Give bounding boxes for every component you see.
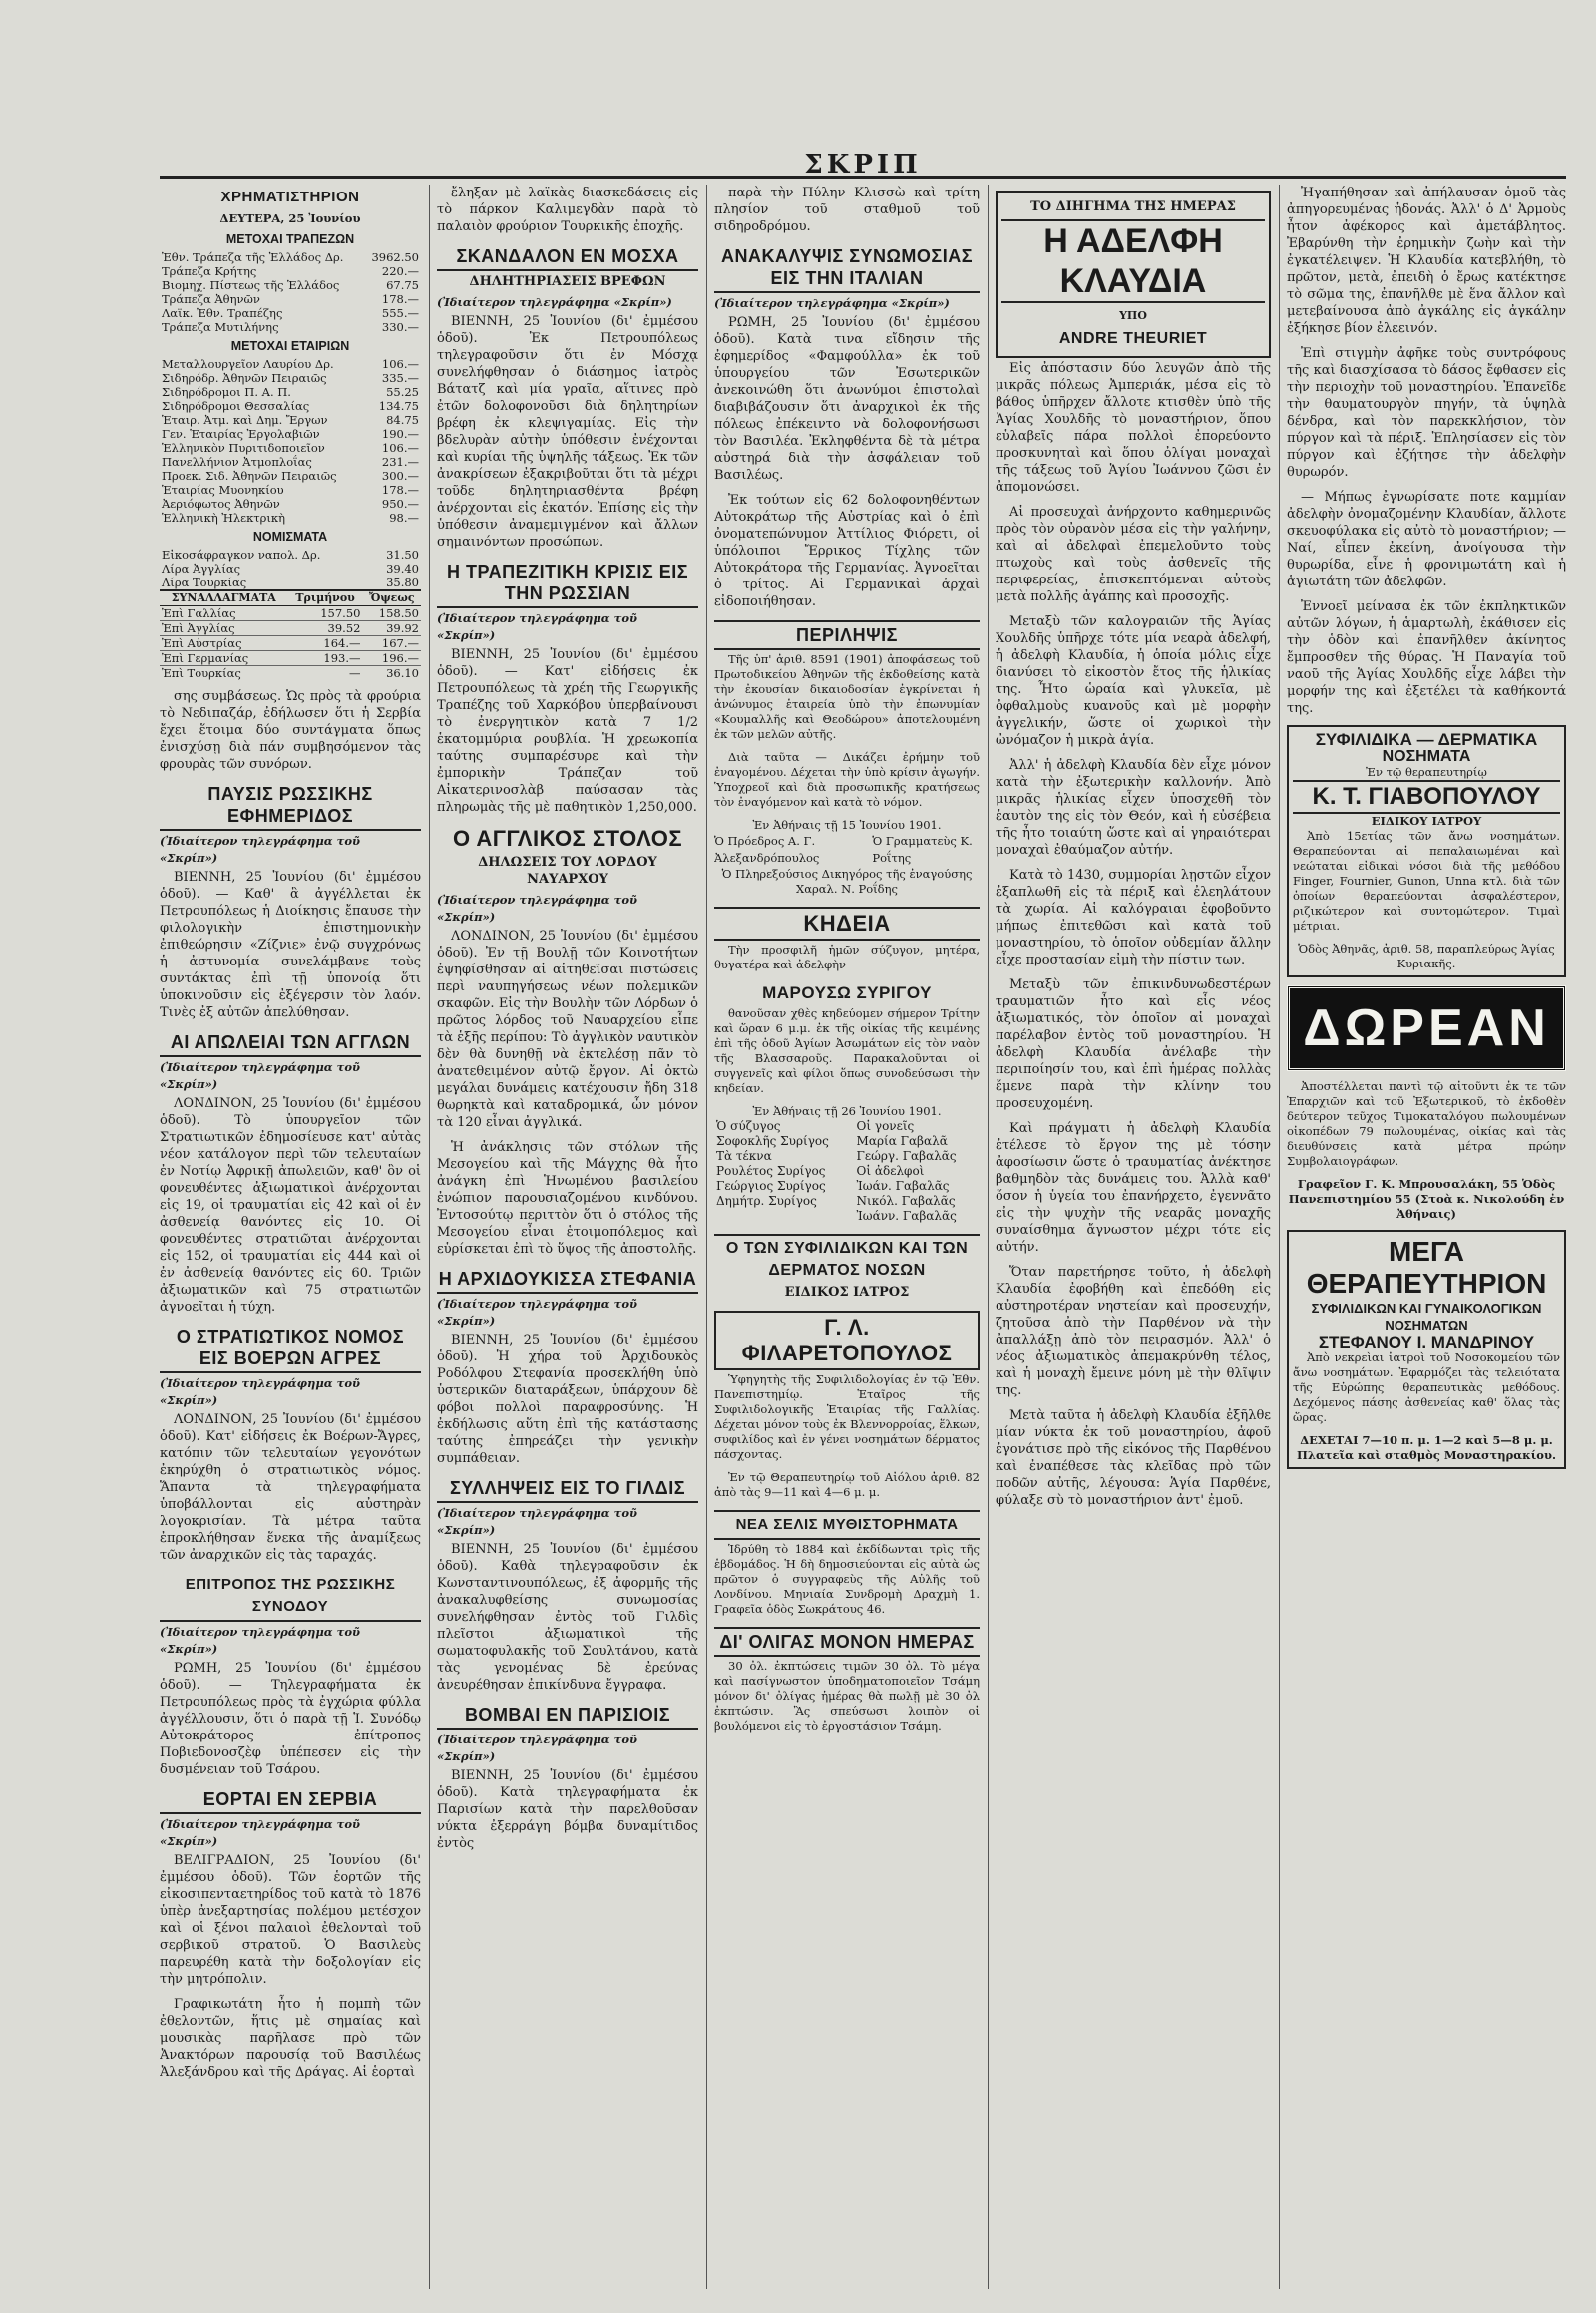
telegram-note: (Ἰδιαίτερον τηλεγράφημα τοῦ «Σκρίπ») (437, 1733, 638, 1763)
ad-text: Ἀπὸ 15ετίας τῶν ἄνω νοσημάτων. Θεραπεύονται αἱ πεπαλαιωμέναι καὶ νεώταται εἰδικαὶ νόσοι διὰ τῆς μεθόδου Finger, Fournier, Gunon, Unna κτλ. διὰ τῶν ὁποίων θεραπεύονται ἀσφαλέστερον, ριζικώτερον καὶ συντομώτερον. Τιμαὶ μέτριαι. (1293, 829, 1560, 933)
table-row: Γεώργιος Συρίγος Ἰωάν. Γαβαλᾶς (716, 1179, 950, 1193)
article-headline: ΑΙ ΑΠΩΛΕΙΑΙ ΤΩΝ ΑΓΓΛΩΝ (160, 1031, 421, 1057)
article-text: ΒΕΛΙΓΡΑΔΙΟΝ, 25 Ἰουνίου (δι' ἐμμέσου ὁδοῦ). Τῶν ἑορτῶν τῆς εἰκοσιπενταετηρίδος τοῦ κατὰ τὸ 1876 ὑπὲρ ἀνεξαρτησίας πολέμου μετέσχον καὶ οἱ ξένοι παλαιοὶ ἐθελονταὶ τοῦ σερβικοῦ στρατοῦ. Ὁ Βασιλεὺς παρευρέθη κατὰ τὴν δοξολογίαν εἰς τὴν μητρόπολιν. (160, 1853, 421, 1987)
ad-headline: ΔΙ' ΟΛΙΓΑΣ ΜΟΝΟΝ ΗΜΕΡΑΣ (714, 1627, 980, 1657)
table-row: Ἐπὶ Γαλλίας 157.50 158.50 (162, 606, 419, 620)
table-row: Ἐπὶ Τουρκίας — 36.10 (162, 666, 419, 680)
article-text: ΛΟΝΔΙΝΟΝ, 25 Ἰουνίου (δι' ἐμμέσου ὁδοῦ). Ἐν τῇ Βουλῇ τῶν Κοινοτήτων ἐψηφίσθησαν αἱ αἰτηθεῖσαι πιστώσεις περὶ ναυπηγήσεως νέων πολεμικῶν σκαφῶν. Εἰς τὴν Βουλὴν τῶν Λόρδων ὁ πρῶτος λόρδος τοῦ Ναυαρχείου εἶπε τὰ ἑξῆς περίπου: Τὸ ἀγγλικὸν ναυτικὸν δὲν θὰ δυνηθῇ νὰ ἐκτελέσῃ πᾶν τὸ ἀνατεθειμένον αὐτῷ ἔργον. Αἱ ὀκτὼ μεγάλαι δυνάμεις κατέχουσιν ἤδη 318 θωρηκτὰ καὶ καταδρομικά, ὧν μόνον τὰ 120 εἶναι ἀγγλικά. (437, 929, 698, 1130)
notice-text: Διὰ ταῦτα — Δικάζει ἐρήμην τοῦ ἐναγομένου. Δέχεται τὴν ὑπὸ κρίσιν ἀγωγήν. Ὑποχρεοῖ καὶ διὰ προσωπικῆς κρατήσεως τὸν ἐναγόμενον καὶ κατὰ τὸ νόμον. (714, 750, 980, 809)
telegram-note: (Ἰδιαίτερον τηλεγράφημα τοῦ «Σκρίπ») (160, 1060, 361, 1091)
section-heading: ΚΗΔΕΙΑ (714, 907, 980, 941)
table-row: Μεταλλουργεῖον Λαυρίου Δρ. 106.— (162, 357, 419, 371)
deceased-name: ΜΑΡΟΥΣΩ ΣΥΡΙΓΟΥ (762, 983, 932, 1002)
table-row: Ἑταιρ. Ἀτμ. καὶ Δημ. Ἔργων 84.75 (162, 413, 419, 427)
doctor-name: ΣΤΕΦΑΝΟΥ Ι. ΜΑΝΔΡΙΝΟΥ (1318, 1333, 1535, 1351)
article-subheadline: ΔΗΛΩΣΕΙΣ ΤΟΥ ΛΟΡΔΟΥ ΝΑΥΑΡΧΟΥ (478, 855, 657, 887)
section-heading: ΠΕΡΙΛΗΨΙΣ (714, 620, 980, 650)
ad-hours: ΔΕΧΕΤΑΙ 7—10 π. μ. 1—2 καὶ 5—8 μ. μ. (1300, 1433, 1553, 1447)
article-text: ΒΙΕΝΝΗ, 25 Ἰουνίου (δι' ἐμμέσου ὁδοῦ). Καθὰ τηλεγραφοῦσιν ἐκ Κωνσταντινουπόλεως, ἐξ ἀφορμῆς τῆς ἀνακαλυφθείσης συνωμοσίας συνελήφθησαν ἐντὸς τοῦ Γιλδὶς πλεῖστοι ἀξιωματικοὶ τῆς σωματοφυλακῆς τοῦ Σουλτάνου, κατὰ τὰς γενομένας δὲ ἐρεύνας ἀνευρέθησαν ἐπικίνδυνα ἔγγραφα. (437, 1542, 698, 1693)
doctor-name: Γ. Λ. ΦΙΛΑΡΕΤΟΠΟΥΛΟΣ (714, 1311, 980, 1370)
story-paragraph: Μεταξὺ τῶν ἐπικινδυνωδεστέρων τραυματιῶν ἦτο καὶ εἷς νέος ἀξιωματικός, τὸν ὁποῖον αἱ μοναχαὶ παρέλαβον ἐντὸς τοῦ μοναστηρίου. Ἡ ἀδελφὴ Κλαυδία ἀνέλαβε τὴν περιποίησίν του, καὶ ἐπὶ ἡμέρας πολλὰς ἔμενε παρὰ τὴν κλίνην του προσευχομένη. (996, 977, 1271, 1111)
table-row: Τράπεζα Μυτιλήνης 330.— (162, 320, 419, 334)
article-headline: ΒΟΜΒΑΙ ΕΝ ΠΑΡΙΣΙΟΙΣ (437, 1704, 698, 1730)
table-row: Τράπεζα Κρήτης 220.— (162, 264, 419, 278)
table-row: Ἰωάνν. Γαβαλᾶς (856, 1209, 957, 1223)
article-headline: ΕΟΡΤΑΙ ΕΝ ΣΕΡΒΙΑ (160, 1788, 421, 1814)
story-paragraph: Εἰς ἀπόστασιν δύο λευγῶν ἀπὸ τῆς μικρᾶς πόλεως Ἀμπεριάκ, μέσα εἰς τὸ βάθος ὑπῆρχεν ἄλλοτε κτισθὲν ὑπὸ τῆς Ἁγίας Χουλδῆς τὸ μοναστήριον, ὅπου εὑλαβεῖς πάρα πολλοὶ ἐπορεύοντο προσκυνηταὶ καὶ ὅπου ὀλίγαι μοναχαὶ τῆς τάξεως τοῦ Ἁγίου Ἰωάννου ζῶσι ἐν ἀπομονώσει. (996, 361, 1271, 495)
table-row: Ὁ σύζυγος Οἱ γονεῖς (716, 1119, 915, 1133)
table-row: Δημήτρ. Συρίγος Νικόλ. Γαβαλᾶς (716, 1194, 956, 1208)
advertisement-giavopoulos (1287, 725, 1566, 977)
ad-headline: ΜΕΓΑ ΘΕΡΑΠΕΥΤΗΡΙΟΝ (1306, 1236, 1547, 1299)
article-text: ΒΙΕΝΝΗ, 25 Ἰουνίου (δι' ἐμμέσου ὁδοῦ). Κατὰ τηλεγραφήματα ἐκ Παρισίων κατὰ τὴν παρελθοῦσαν νύκτα ἐξερράγη βόμβα δυναμίτιδος ἐντὸς (437, 1768, 698, 1851)
feuilleton-header (996, 191, 1271, 358)
ad-address: Ἐν τῷ Θεραπευτηρίῳ τοῦ Αἰόλου ἀριθ. 82 ἀπὸ τὰς 9—11 καὶ 4—6 μ. μ. (714, 1470, 980, 1499)
table-row: Βιομηχ. Πίστεως τῆς Ἑλλάδος 67.75 (162, 278, 419, 292)
table-row: Ἑταιρίας Μυονηκίου 178.— (162, 483, 419, 497)
article-text: ΛΟΝΔΙΝΟΝ, 25 Ἰουνίου (δι' ἐμμέσου ὁδοῦ). Κατ' εἰδήσεις ἐκ Βοέρων-Ἄγρες, κατόπιν τῶν τελευταίων γεγονότων ἐκηρύχθη ὁ στρατιωτικὸς νόμος. Ἅπαντα τὰ τηλεγραφήματα ὑποβάλλονται εἰς αὐστηρὰν λογοκρισίαν. Τὰ μέτρα ταῦτα ἐπροκλήθησαν ἕνεκα τῆς ἀναμίξεως τῶν ἀναρχικῶν εἰς τὰς ταραχάς. (160, 1412, 421, 1563)
story-paragraph: Ἀλλ' ἡ ἀδελφὴ Κλαυδία δὲν εἶχε μόνον κατὰ τὴν ἐξωτερικὴν καλλονήν. Ἀπὸ μικρᾶς ἡλικίας εἶχεν ὑποσχεθῆ τὸν ἑαυτὸν της εἰς τὸν Θεόν, καὶ ἡ εὐσέβεια τῆς ἦτο τοιαύτη ὥστε καὶ αἱ γηραιότεραι μοναχαὶ ἐθαύμαζον αὐτήν. (996, 758, 1271, 858)
article-headline: ΣΚΑΝΔΑΛΟΝ ΕΝ ΜΟΣΧΑ (437, 245, 698, 271)
free-offer-banner: ΔΩΡΕΑΝ (1287, 985, 1566, 1071)
article-headline: Ο ΑΓΓΛΙΚΟΣ ΣΤΟΛΟΣ (452, 826, 683, 851)
feuilleton-kicker: ΤΟ ΔΙΗΓΗΜΑ ΤΗΣ ΗΜΕΡΑΣ (1030, 199, 1236, 214)
lawyer-signature: Ὁ Πληρεξούσιος Δικηγόρος τῆς ἐναγούσης Χαραλ. Ν. Ροΐδης (721, 867, 973, 896)
table-row: Σοφοκλῆς Συρίγος Μαρία Γαβαλᾶ (716, 1134, 948, 1148)
table-row: Εἰκοσάφραγκον ναπολ. Δρ. 31.50 (162, 548, 419, 562)
mourners-table (714, 1119, 980, 1224)
table-row: Σιδηρόδρ. Ἀθηνῶν Πειραιῶς 335.— (162, 371, 419, 385)
table-row: Γεν. Ἑταιρίας Ἐργολαβιῶν 190.— (162, 427, 419, 441)
telegram-note: (Ἰδιαίτερον τηλεγράφημα τοῦ «Σκρίπ») (437, 1506, 638, 1537)
ad-address: Ὁδὸς Ἀθηνᾶς, ἀριθ. 58, παραπλεύρως Ἁγίας Κυριακῆς. (1298, 942, 1555, 970)
telegram-note: (Ἰδιαίτερον τηλεγράφημα τοῦ «Σκρίπ») (437, 611, 638, 642)
table-row: Πανελλήνιον Ἀτμοπλοΐας 231.— (162, 455, 419, 469)
funeral-text: θανοῦσαν χθὲς κηδεύομεν σήμερον Τρίτην καὶ ὥραν 6 μ.μ. ἐκ τῆς οἰκίας τῆς κειμένης ἐπὶ τῆς ὁδοῦ Ἁγίων Ἀσωμάτων εἰς τὸν ναὸν τῆς Βλασσαροῦς. Παρακαλοῦνται οἱ συγγενεῖς καὶ φίλοι ὅπως συνοδεύσωσι τὴν κηδείαν. (714, 1006, 980, 1095)
article-subheadline: ΔΗΛΗΤΗΡΙΑΣΕΙΣ ΒΡΕΦΩΝ (469, 274, 666, 289)
companies-heading: ΜΕΤΟΧΑΙ ΕΤΑΙΡΙΩΝ (230, 339, 350, 353)
story-paragraph: Ἠγαπήθησαν καὶ ἀπήλαυσαν ὁμοῦ τὰς ἀπηγορευμένας ἡδονάς. Ἀλλ' ὁ Δ' Ἀρμοὺς ἦτον ἀφέκορος καὶ ἀμετάβλητος. Ἐβαρύνθη τὴν ἐρημικὴν ζωὴν καὶ τὴν ἐγκατέλειψεν. Ἡ Κλαυδία κατεβλήθη, τὸ πρῶτον, μετὰ, ἐπειδὴ ὁ ἔρως κατέκτησε τὸ σῶμα της, ἐπανῆλθε μὲ ἕνα ἄλλον καὶ μετεβαίνουσα ἀπὸ ἀγκάλης εἰς ἀγκάλην ἐξήκησε βίον ἐλεεινόν. (1287, 186, 1566, 336)
ad-text: 30 ὀλ. ἐκπτώσεις τιμῶν 30 ὀλ. Τὸ μέγα καὶ πασίγνωστον ὑποδηματοποιεῖον Τσάμη μόνον δι' ὀλίγας ἡμέρας θὰ πωλῇ μὲ 30 ὀλ ἐκπτώσιν. Ἂς σπεύσωσι λοιπὸν οἱ βουλόμενοι εἰς τὸ ἐργοστάσιον Τσάμη. (714, 1659, 980, 1733)
signatures (714, 833, 980, 867)
ad-text: Ἐν τῷ θεραπευτηρίῳ (1366, 765, 1487, 779)
article-headline: ΕΠΙΤΡΟΠΟΣ ΤΗΣ ΡΩΣΣΙΚΗΣ ΣΥΝΟΔΟΥ (160, 1574, 421, 1622)
coins-table (160, 548, 421, 589)
column-2 (437, 185, 698, 2289)
article-text: ΛΟΝΔΙΝΟΝ, 25 Ἰουνίου (δι' ἐμμέσου ὁδοῦ). Τὸ ὑπουργεῖον τῶν Στρατιωτικῶν ἐδημοσίευσε κατ' αὐτὰς νέον κατάλογον περὶ τῶν τελευταίων ἐν Νοτίῳ Ἀφρικῇ ἀπωλειῶν, καθ' ὃν οἱ φονευθέντες ἀξιωματικοὶ ἀνέρχονται εἰς 19, οἱ τραυματίαι εἰς 42 καὶ οἱ ἐν ἀσθενείᾳ θανόντες εἰς 10. Οἱ φονευθέντες στρατιῶται ἀνέρχονται εἰς 152, οἱ τραυματίαι εἰς 444 καὶ οἱ ἐν ἀσθενείᾳ θανόντες εἰς 60. Τριῶν ἀξιωματικῶν καὶ 75 στρατιωτῶν ἀγνοεῖται ἡ τύχη. (160, 1096, 421, 1315)
story-paragraph: Μεταξὺ τῶν καλογραιῶν τῆς Ἁγίας Χουλδῆς ὑπῆρχε τότε μία νεαρὰ ἀδελφή, ἡ ἀδελφὴ Κλαυδία, ἡ ὁποία μόλις εἶχε διανύσει τὸ εἰκοστὸν ἔτος τῆς ἡλικίας της. Ἦτο ὡραία καὶ γλυκεῖα, μὲ ὀφθαλμοὺς κυανοῦς καὶ μὲ μορφὴν ἀγγελικήν, ὥστε οἱ χωρικοὶ τὴν ὠνόμαζον ἡ μικρὰ ἁγία. (996, 614, 1271, 748)
article-text: ΒΙΕΝΝΗ, 25 Ἰουνίου (δι' ἐμμέσου ὁδοῦ). — Κατ' εἰδήσεις ἐκ Πετρουπόλεως τὰ χρέη τῆς Γεωργικῆς Τραπέζης τοῦ Χαρκόβου ὑπερβαίνουσι τὸ ἐνεργητικὸν κατὰ 7 1/2 ἑκατομμύρια ρουβλία. Ἡ χρεωκοπία ταύτης συμπαρέσυρε καὶ τὴν ἐμπορικὴν Τράπεζαν τοῦ Αἰκατερινοσλὰβ παύσασαν τὰς πληρωμὰς τῆς μὲ παθητικὸν 1,250,000. (437, 647, 698, 815)
table-row: Ἐπὶ Γερμανίας 193.— 196.— (162, 651, 419, 665)
article-text: Γραφικωτάτη ἦτο ἡ πομπὴ τῶν ἐθελοντῶν, ἥτις μὲ σημαίας καὶ μουσικὰς παρῆλασε πρὸ τῶν Ἀνακτόρων παρουσίᾳ τοῦ Βασιλέως Ἀλεξάνδρου καὶ τῆς Δράγας. Αἱ ἑορταὶ (160, 1997, 421, 2080)
masthead (160, 150, 1566, 179)
ad-text: Ἀπὸ νεκρεὶαι ἰατροὶ τοῦ Νοσοκομείου τῶν ἄνω νοσημάτων. Ἐφαρμόζει τὰς τελειότατα τῆς Εὐρώπης θεραπευτικὰς μεθόδους. Δεχόμενος πάσης ἀσθενείας καθ' ὅλας τὰς ὥρας. (1293, 1350, 1560, 1424)
ad-subheadline: ΕΙΔΙΚΟΣ ΙΑΤΡΟΣ (784, 1285, 910, 1300)
article-text: Ἐκ τούτων εἰς 62 δολοφονηθέντων Αὐτοκράτωρ τῆς Αὐστρίας καὶ ὁ ἐπὶ ὀνοματεπώνυμον Ἀττίλιος Φιόρετι, οἱ ὑπόλοιποι Ἔρρικος Τίχλης τῶν Αὐτοκράτορα τῆς Γερμανίας. Ἀγνοεῖται ὁ τρίτος. Αἱ Γερμανικαὶ ἀρχαὶ εἰδοποιήθησαν. (714, 493, 980, 609)
ad-subheadline: ΝΟΣΗΜΑΤΑ (1382, 748, 1471, 765)
coins-heading: ΝΟΜΙΣΜΑΤΑ (252, 530, 328, 544)
article-text: ΒΙΕΝΝΗ, 25 Ἰουνίου (δι' ἐμμέσου ὁδοῦ). — Καθ' ἃ ἀγγέλλεται ἐκ Πετρουπόλεως ἡ Διοίκησις ἔπαυσε τὴν φιλολογικὴν ἐπιστημονικὴν ἐπιθεώρησιν «Ζίζνιε» ἐνῷ συγχρόνως ἡ ἀστυνομία συνελάμβανε τοὺς συντάκτας ἐπὶ τῇ ὑπονοίᾳ ὅτι ὑποκινοῦσιν εἰς ἐξέγερσιν τὸν λαόν. Τινὲς ἐξ αὐτῶν ἀπελύθησαν. (160, 870, 421, 1020)
story-paragraph: — Μήπως ἐγνωρίσατε ποτε καμμίαν ἀδελφὴν ὀνομαζομένην Κλαυδίαν, ἄλλοτε σκευοφύλακα εἰς αὐτὸ τὸ μοναστήριον; — Ναί, εἶπεν ἐκείνη, ἀνοίγουσα τὴν θυρωρίδα, εἶνε ἡ φρονιμωτάτη καὶ ἡ ἁγιωτάτη τῶν ἀδελφῶν. (1287, 490, 1566, 589)
funeral-text: Τὴν προσφιλῆ ἡμῶν σύζυγον, μητέρα, θυγατέρα καὶ ἀδελφὴν (714, 943, 980, 971)
table-row: Ἐθν. Τράπεζα τῆς Ἑλλάδος Δρ. 3962.50 (162, 250, 419, 264)
article-text: ΒΙΕΝΝΗ, 25 Ἰουνίου (δι' ἐμμέσου ὁδοῦ). Ἡ χήρα τοῦ Ἀρχιδουκὸς Ροδόλφου Στεφανία προσεκλήθη ὑπὸ ὑστερικῶν διαταράξεων, ὑπάρχουν δὲ φόβοι πολλοὶ παραφροσύνης. Ἡ ἐκδήλωσις αὕτη ἐπὶ τῆς κατάστασης ταύτης ἐπηρεάζει τὴν γενικὴν συμπάθειαν. (437, 1333, 698, 1466)
telegram-note: (Ἰδιαίτερον τηλεγράφημα τοῦ «Σκρίπ») (437, 893, 638, 924)
telegram-note: (Ἰδιαίτερον τηλεγράφημα τοῦ «Σκρίπ») (437, 1297, 638, 1328)
newspaper-title: ΣΚΡΙΠ (804, 150, 922, 180)
article-headline: ΣΥΛΛΗΨΕΙΣ ΕΙΣ ΤΟ ΓΙΛΔΙΣ (437, 1477, 698, 1503)
ad-subheadline: ΣΥΦΙΛΙΔΙΚΩΝ ΚΑΙ ΓΥΝΑΙΚΟΛΟΓΙΚΩΝ ΝΟΣΗΜΑΤΩΝ (1311, 1301, 1542, 1333)
table-row: Προεκ. Σιδ. Ἀθηνῶν Πειραιῶς 300.— (162, 469, 419, 483)
table-row: Ἐπὶ Ἀγγλίας 39.52 39.92 (162, 621, 419, 635)
banks-heading: ΜΕΤΟΧΑΙ ΤΡΑΠΕΖΩΝ (225, 232, 355, 246)
story-paragraph: Ἐπὶ στιγμὴν ἀφῆκε τοὺς συντρόφους τῆς καὶ διασχίσασα τὸ δάσος ἔφθασεν εἰς τὴν περιοχὴν τοῦ μοναστηρίου. Ἐπανεῖδε τὴν θαυματουργὸν πηγήν, τὰ ὑψηλὰ δένδρα, καὶ τὸν παρεκκλήσιον, τὸν πύργον καὶ τὰ πέριξ. Ἐπλησίασεν εἰς τὸν πύργον καὶ ἐζήτησε τὴν ἀδελφὴν θυρωρόν. (1287, 346, 1566, 480)
story-author: ANDRE THEURIET (1058, 330, 1208, 347)
ad-headline: ΝΕΑ ΣΕΛΙΣ ΜΥΘΙΣΤΟΡΗΜΑΤΑ (714, 1510, 980, 1540)
table-row: Τράπεζα Ἀθηνῶν 178.— (162, 292, 419, 306)
table-row: Λαϊκ. Ἐθν. Τραπέζης 555.— (162, 306, 419, 320)
telegram-note: (Ἰδιαίτερον τηλεγράφημα τοῦ «Σκρίπ») (160, 834, 361, 865)
telegram-note: (Ἰδιαίτερον τηλεγράφημα «Σκρίπ») (714, 296, 950, 310)
story-paragraph: Αἱ προσευχαὶ ἀνήρχοντο καθημερινῶς πρὸς τὸν οὐρανὸν μέσα εἰς τὴν γαλήνην, καὶ αἱ ἀδελφαὶ ἐπεμελοῦντο τοὺς πτωχοὺς καὶ τοὺς ἀσθενεῖς τῆς περιφερείας, ἐπισκεπτόμεναι αὐτοὺς μετὰ πολλῆς ἀγάπης καὶ προσοχῆς. (996, 505, 1271, 604)
telegram-note: (Ἰδιαίτερον τηλεγράφημα τοῦ «Σκρίπ») (160, 1817, 361, 1848)
table-row: Ἐπὶ Αὐστρίας 164.— 167.— (162, 636, 419, 650)
table-row: Σιδηρόδρομοι Θεσσαλίας 134.75 (162, 399, 419, 413)
funeral-date: Ἐν Ἀθήναις τῇ 26 Ἰουνίου 1901. (752, 1104, 942, 1118)
ad-address: Πλατεῖα καὶ σταθμὸς Μοναστηρακίου. (1297, 1448, 1556, 1462)
advertisement-mandrinou (1287, 1230, 1566, 1469)
article-text: Ἡ ἀνάκλησις τῶν στόλων τῆς Μεσογείου καὶ τῆς Μάγχης θὰ ἦτο ἀνάγκη ἐπὶ Ἡνωμένου βασιλείου ἐνώπιον παρουσιαζομένου κινδύνου. Ἐντοσούτῳ περιττὸν ὅτι ὁ στόλος τῆς Μεσογείου εἶναι ἑτοιμοπόλεμος καὶ εὑρίσκεται ἐπὶ τὸ ὕψος τῆς ἀποστολῆς. (437, 1140, 698, 1257)
article-headline: Ο ΣΤΡΑΤΙΩΤΙΚΟΣ ΝΟΜΟΣ ΕΙΣ ΒΟΕΡΩΝ ΑΓΡΕΣ (160, 1326, 421, 1373)
telegram-note: (Ἰδιαίτερον τηλεγράφημα τοῦ «Σκρίπ») (160, 1376, 361, 1407)
table-row: Ρουλέτος Συρίγος Οἱ ἀδελφοὶ (716, 1164, 925, 1178)
bourse-title: ΧΡΗΜΑΤΙΣΤΗΡΙΟΝ (220, 189, 360, 205)
story-by: ΥΠΟ (1119, 309, 1147, 322)
table-row: Ἀεριόφωτος Ἀθηνῶν 950.— (162, 497, 419, 511)
table-row: Λίρα Τουρκίας 35.80 (162, 576, 419, 589)
table-row: Ἑλληνικὴ Ἠλεκτρικὴ 98.— (162, 511, 419, 525)
exchange-table: ΣΥΝΑΛΛΑΓΜΑΤΑ Τριμήνου Ὄψεως Ἐπὶ Γαλλίας 157.50 158.50 Ἐπὶ Ἀγγλίας 39.52 39.92 Ἐπὶ Αὐστρίας 164.— 167.— Ἐπὶ Γερμανίας 193.— 196.— Ἐπὶ Τουρκίας — 36.10 (162, 591, 419, 680)
ad-text: Ὑφηγητὴς τῆς Συφιλιδολογίας ἐν τῷ Ἐθν. Πανεπιστημίῳ. Ἑταῖρος τῆς Συφιλιδολογικῆς Ἑταιρίας τῆς Γαλλίας. Δέχεται μόνον τοὺς ἐκ Βλεννορροίας, ἕλκων, συφιλίδος καὶ ἐν γένει νοσημάτων δέρματος πάσχοντας. (714, 1372, 980, 1461)
telegram-note: (Ἰδιαίτερον τηλεγράφημα τοῦ «Σκρίπ») (160, 1625, 361, 1656)
telegram-note: (Ἰδιαίτερον τηλεγράφημα «Σκρίπ») (437, 295, 672, 309)
story-paragraph: Κατὰ τὸ 1430, συμμορίαι λῃστῶν εἶχον ἐξαπλωθῆ εἰς τὰ πέριξ καὶ ἐλεηλάτουν τὰ χωρία. Αἱ καλόγραιαι ἐφοβοῦντο μήπως ἐπιτεθῶσι καὶ κατὰ τοῦ μοναστηρίου, τὸ ὁποῖον οὐδεμίαν ἄλλην εἶχε προστασίαν εἰμὴ τὴν πίστιν των. (996, 868, 1271, 967)
article-text: παρὰ τὴν Πύλην Κλισσὼ καὶ τρίτη πλησίον τοῦ σταθμοῦ τοῦ σιδηροδρόμου. (714, 186, 980, 234)
article-text: ἔληξαν μὲ λαϊκὰς διασκεδάσεις εἰς τὸ πάρκον Καλιμεγδὰν παρὰ τὸ παλαιὸν φρούριον Τουρκικῆς ἐποχῆς. (437, 186, 698, 234)
doctor-role: ΕΙΔΙΚΟΥ ΙΑΤΡΟΥ (1371, 814, 1482, 828)
article-headline: Η ΑΡΧΙΔΟΥΚΙΣΣΑ ΣΤΕΦΑΝΙΑ (437, 1268, 698, 1294)
story-paragraph: Ἐννοεῖ μείνασα ἐκ τῶν ἐκπληκτικῶν αὐτῶν λόγων, ἡ ἁμαρτωλὴ, ἐκάθισεν εἰς τὴν ὁδὸν καὶ ἐπανῆλθεν ἀκίνητος ἔμπροσθεν τῆς θύρας. Ἡ Παναγία τοῦ ναοῦ τῆς Ἁγίας Χουλδῆς εἶχε λάβει τὴν μορφήν της καὶ ἐξετέλει τὰ καθήκοντά της. (1287, 599, 1566, 716)
table-row: Λίρα Ἀγγλίας 39.40 (162, 562, 419, 576)
doctor-name: Κ. Τ. ΓΙΑΒΟΠΟΥΛΟΥ (1293, 780, 1560, 814)
article-headline: ΑΝΑΚΑΛΥΨΙΣ ΣΥΝΩΜΟΣΙΑΣ ΕΙΣ ΤΗΝ ΙΤΑΛΙΑΝ (714, 245, 980, 293)
ad-headline: Ο ΤΩΝ ΣΥΦΙΛΙΔΙΚΩΝ ΚΑΙ ΤΩΝ ΔΕΡΜΑΤΟΣ ΝΟΣΩΝ (714, 1234, 980, 1282)
article-headline: ΠΑΥΣΙΣ ΡΩΣΣΙΚΗΣ ΕΦΗΜΕΡΙΔΟΣ (160, 783, 421, 831)
article-text: ΡΩΜΗ, 25 Ἰουνίου (δι' ἐμμέσου ὁδοῦ). — Τηλεγραφήματα ἐκ Πετρουπόλεως πρὸς τὰ ἐγχώρια φύλλα ἀγγέλλουσιν, ὅτι ὁ παρὰ τῇ Ἱ. Συνόδῳ Αὐτοκράτορος ἐπίτροπος Ποβιεδονοσζὲφ ὑπέπεσεν εἰς τὴν δυσμένειαν τοῦ Τσάρου. (160, 1661, 421, 1777)
companies-table (160, 357, 421, 525)
column-4 (996, 185, 1271, 2289)
story-paragraph: Μετὰ ταῦτα ἡ ἀδελφὴ Κλαυδία ἐξῆλθε μίαν νύκτα ἐκ τοῦ μοναστηρίου, ἀφοῦ ἐγονάτισε πρὸ τῆς εἰκόνος τῆς Παρθένου καὶ ἐναπέθεσε τὰς κλεῖδας πρὸ τῶν ποδῶν αὐτῆς, λέγουσα: Ἁγία Παρθένε, φύλαξε σὺ τὸ μοναστήριον ἀντ' ἐμοῦ. (996, 1408, 1271, 1508)
bourse-date: ΔΕΥΤΕΡΑ, 25 Ἰουνίου (219, 211, 361, 225)
story-paragraph: Ὅταν παρετήρησε τοῦτο, ἡ ἀδελφὴ Κλαυδία ἐφοβήθη καὶ ἐπεδόθη εἰς αὐστηροτέραν νηστείαν καὶ προσευχήν, ζητοῦσα ἀπὸ τὴν Παρθένον νὰ τὴν ἀπαλλάξῃ ἀπὸ τὸν πειρασμόν. Ἀλλ' ὁ νέος ἀξιωματικὸς ἀπεμακρύνθη τέλος, καὶ ἡ μοναχὴ ἔμεινε μόνη μὲ τὴν θλῖψιν της. (996, 1265, 1271, 1398)
column-1 (160, 185, 421, 2289)
ad-text: Ἀποστέλλεται παντὶ τῷ αἰτοῦντι ἐκ τε τῶν Ἐπαρχιῶν καὶ τοῦ Ἐξωτερικοῦ, τὸ ἐκδοθὲν δεύτερον τεῦχος Τιμοκαταλόγου πωλουμένων οἰκοπέδων 79 πωλουμένας, οἰκίας καὶ τὰς διευθύνσεις κατὰ μέτρα πρώην Συμβολαιογράφων. (1287, 1079, 1566, 1168)
column-3 (714, 185, 980, 2289)
banks-table (160, 250, 421, 334)
article-text: ΒΙΕΝΝΗ, 25 Ἰουνίου (δι' ἐμμέσου ὁδοῦ). Ἐκ Πετρουπόλεως τηλεγραφοῦσιν ὅτι ἐν Μόσχᾳ συνελήφθησαν ὁ διάσημος ἰατρὸς Βάτατζ καὶ μία γραῖα, αἵτινες πρὸ ἐτῶν δολοφονοῦσι διὰ δηλητηρίων βρέφη ἐκ κλεψιγαμίας. Εἰς τὴν βδελυρὰν αὐτὴν ὑπόθεσιν ἐνέχονται καὶ κυρίαι τῆς ὑψηλῆς τάξεως. Ἐκ τῶν ἀνακρίσεων ἐξακριβοῦται ὅτι τὰ μέχρι τοῦδε δηλητηριασθέντα βρέφη ἀνέρχονται εἰς ἑκατόν. Ἐπίσης εἰς τὴν ὑπόθεσιν ἀναμεμιγμένον καὶ ἄλλων σημαινόντων προσώπων. (437, 314, 698, 550)
story-title: Η ΑΔΕΛΦΗ ΚΛΑΥΔΙΑ (1001, 219, 1265, 303)
ad-headline: ΣΥΦΙΛΙΔΙΚΑ — ΔΕΡΜΑΤΙΚΑ (1315, 730, 1538, 749)
ad-text: Ἱδρύθη τὸ 1884 καὶ ἐκδίδωνται τρὶς τῆς ἑβδομάδος. Ἡ δὴ δημοσιεύονται εἰς αὐτὰ ὡς πρῶτον ὁ συγγραφεὺς τῆς Αὐλῆς τοῦ Λονδίνου. Μηνιαία Συνδρομὴ Δραχμὴ 1. Γραφεῖα ὁδὸς Σωκράτους 46. (714, 1542, 980, 1616)
table-row: Ἑλληνικὸν Πυριτιδοποιεῖον 106.— (162, 441, 419, 455)
fx-heading: ΣΥΝΑΛΛΑΓΜΑΤΑ (160, 590, 288, 606)
column-5 (1287, 185, 1566, 2289)
notice-date: Ἐν Ἀθήναις τῇ 15 Ἰουνίου 1901. (752, 818, 942, 832)
ad-address: Γραφεῖον Γ. Κ. Μπρουσαλάκη, 55 Ὁδὸς Πανεπιστημίου 55 (Στοὰ κ. Νικολούδη ἐν Ἀθήναις) (1288, 1177, 1565, 1221)
table-row: Τὰ τέκνα Γεώργ. Γαβαλᾶς (716, 1149, 957, 1163)
article-text: ΡΩΜΗ, 25 Ἰουνίου (δι' ἐμμέσου ὁδοῦ). Κατὰ τινα εἴδησιν τῆς ἐφημερίδος «Φαμφούλλα» ἐκ τοῦ ὑπουργείου τῶν Ἐσωτερικῶν ἀνεκοινώθη ὅτι ἀνωνύμοι ἐπιστολαὶ διαβιβάζουσιν ὅτι ἀναρχικοὶ ἐκ τῆς πόλεως ἐπέκειντο νὰ δολοφονήσωσι τὸν Βασιλέα. Ἐκληφθέντα δὲ τὰ μέτρα αὐστηρά διὰ τὴν ἀσφάλειαν τοῦ Βασιλέως. (714, 315, 980, 483)
story-paragraph: Καὶ πράγματι ἡ ἀδελφὴ Κλαυδία ἐτέλεσε τὸ ἔργον της μὲ τόσην ἀφοσίωσιν ὥστε ὁ τραυματίας ἀνέκτησε βαθμηδὸν τὰς δυνάμεις του. Ἀλλὰ καθ' ὅσον ἡ ὑγεία του ἐπανήρχετο, ἐγεννᾶτο εἰς τὴν ψυχὴν τῆς νεαρᾶς μοναχῆς συναίσθημα ἄγνωστον μέχρι τότε εἰς αὐτήν. (996, 1121, 1271, 1255)
president-signature: Ὁ Πρόεδρος Α. Γ. Ἀλεξανδρόπουλος (714, 834, 820, 865)
notice-text: Τῆς ὑπ' ἀριθ. 8591 (1901) ἀποφάσεως τοῦ Πρωτοδικείου Ἀθηνῶν τῆς ἐκδοθείσης κατὰ τὴν ἐκουσίαν δικαιοδοσίαν ἐγκρίνεται ἡ ἀνώνυμος ἑταιρεία ὑπὸ τὴν ἐπωνυμίαν «Κουμαλλῆς καὶ Θεοδώρου» ἀποτελουμένη ἐκ τῶν μελῶν αὐτῆς. (714, 652, 980, 741)
article-headline: Η ΤΡΑΠΕΖΙΤΙΚΗ ΚΡΙΣΙΣ ΕΙΣ ΤΗΝ ΡΩΣΣΙΑΝ (437, 561, 698, 608)
table-row: Σιδηρόδρομοι Π. Α. Π. 55.25 (162, 385, 419, 399)
article-text: σης συμβάσεως. Ὡς πρὸς τὰ φρούρια τὸ Νεδιπαζάρ, ἐδήλωσεν ὅτι ἡ Σερβία ἔχει ἕτοιμα δύο συντάγματα ὅπως ἐνισχύσῃ διὰ πάν συμβησόμενον τὰς φρουρὰς τῶν συνόρων. (160, 689, 421, 772)
clerk-signature: Ὁ Γραμματεὺς Κ. Ροΐτης (872, 834, 973, 865)
